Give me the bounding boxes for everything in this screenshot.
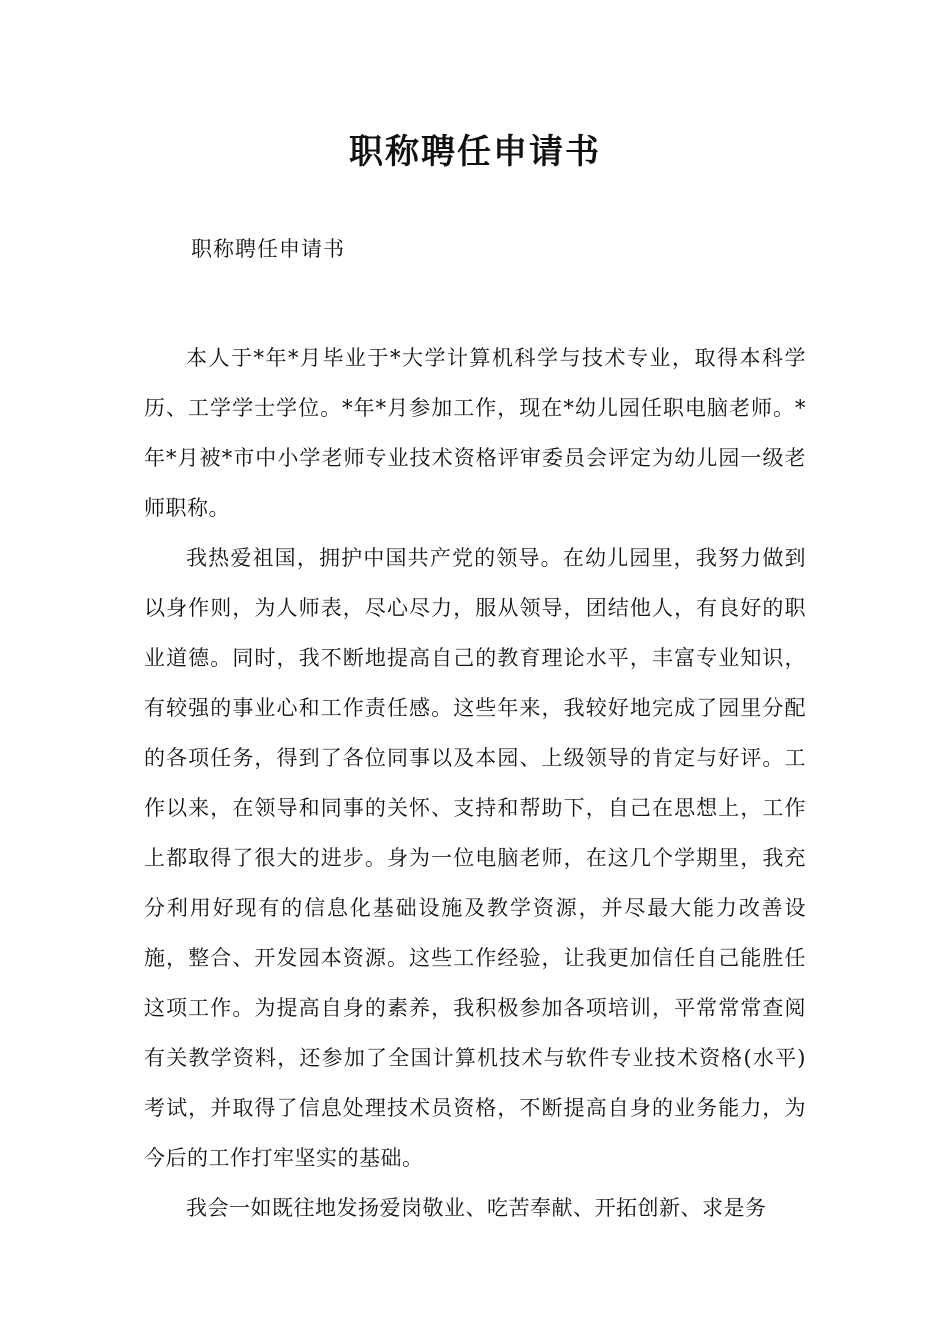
paragraph-commitment: 我会一如既往地发扬爱岗敬业、吃苦奉献、开拓创新、求是务 (186, 1196, 767, 1220)
paragraph-education: 本人于*年*月毕业于*大学计算机科学与技术专业，取得本科学历、工学学士学位。*年*月参加工作，现在*幼儿园任职电脑老师。*年*月被*市中小学老师专业技术资格评审委员会评定为幼儿园一级老师职称。 (144, 346, 806, 520)
document-title: 职称聘任申请书 (349, 132, 601, 172)
paragraph-work-performance: 我热爱祖国，拥护中国共产党的领导。在幼儿园里，我努力做到以身作则，为人师表，尽心尽力，服从领导，团结他人，有良好的职业道德。同时，我不断地提高自己的教育理论水平，丰富专业知识，有较强的事业心和工作责任感。这些年来，我较好地完成了园里分配的各项任务，得到了各位同事以及本园、上级领导的肯定与好评。工作以来，在领导和同事的关怀、支持和帮助下，自己在思想上，工作上都取得了很大的进步。身为一位电脑老师，在这几个学期里，我充分利用好现有的信息化基础设施及教学资源，并尽最大能力改善设施，整合、开发园本资源。这些工作经验，让我更加信任自己能胜任这项工作。为提高自身的素养，我积极参加各项培训，平常常常查阅有关教学资料，还参加了全国计算机技术与软件专业技术资格(水平)考试，并取得了信息处理技术员资格，不断提高自身的业务能力，为今后的工作打牢坚实的基础。 (144, 546, 806, 1170)
document-subtitle: 职称聘任申请书 (191, 237, 345, 261)
document-body (144, 333, 806, 1233)
